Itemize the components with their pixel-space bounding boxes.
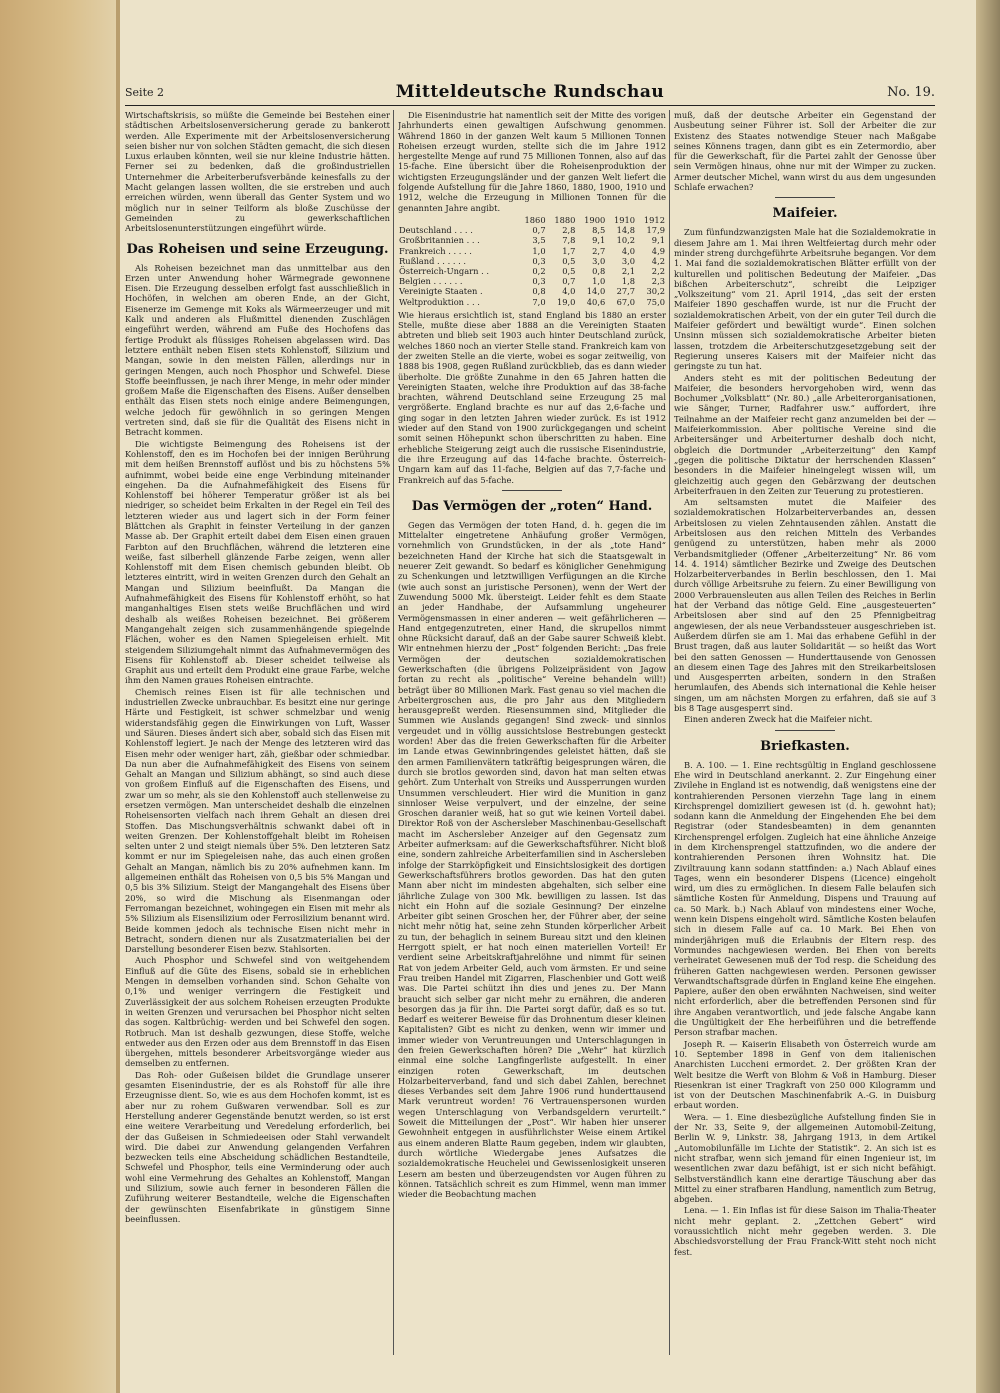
paragraph: Wera. — 1. Eine diesbezügliche Aufstellung finden Sie in der Nr. 33, Seite 9, der allgemeinen Automobil-Zeitung, Berlin W. 9, Linkstr. 38, Jahrgang 1913, in dem Artikel „Automobilunfälle im Lichte der Statistik“. 2. An sich ist es nicht strafbar, wenn sich jemand für einen Ingenieur ist, im wesentlichen zwar dazu befähigt, ist er sich nicht befähigt. Selbstverständlich kann eine derartige Täuschung aber das Mittel zu einer strafbaren Handlung, namentlich zum Betrug, abgeben. bbox=[674, 1111, 936, 1205]
issue-number: No. 19. bbox=[887, 85, 935, 100]
column-divider-2 bbox=[669, 110, 670, 1355]
country-cell: Vereinigte Staaten . bbox=[399, 286, 483, 297]
value-cell: 1,0 bbox=[592, 276, 606, 287]
value-cell: 0,7 bbox=[562, 276, 576, 287]
value-cell: 4,0 bbox=[621, 245, 636, 256]
value-cell: 2,1 bbox=[621, 265, 636, 276]
value-cell: 1,7 bbox=[562, 245, 576, 256]
value-cell: 9,1 bbox=[651, 235, 665, 246]
value-cell: 17,9 bbox=[646, 225, 665, 236]
year-header: 1910 bbox=[613, 214, 636, 225]
table-row bbox=[398, 286, 666, 296]
column-3 bbox=[674, 110, 936, 1360]
table-row bbox=[398, 266, 666, 276]
country-cell: Weltproduktion . . . bbox=[399, 296, 480, 307]
section-divider bbox=[775, 197, 835, 198]
value-cell: 0,3 bbox=[532, 255, 546, 266]
article-heading-maifeier: Maifeier. bbox=[772, 206, 838, 222]
table-row bbox=[398, 276, 666, 286]
value-cell: 7,0 bbox=[532, 296, 546, 307]
page-header bbox=[125, 82, 935, 104]
value-cell: 4,9 bbox=[651, 245, 665, 256]
value-cell: 1,0 bbox=[532, 245, 546, 256]
value-cell: 30,2 bbox=[646, 286, 665, 297]
year-header: 1900 bbox=[584, 214, 606, 225]
year-header: 1880 bbox=[554, 214, 576, 225]
country-cell: Großbritannien . . . bbox=[399, 235, 480, 246]
paragraph: B. A. 100. — 1. Eine rechtsgültig in England geschlossene Ehe wird in Deutschland anerkannt. 2. Zur Eingehung einer Zivilehe in England ist es notwendig, daß wenigstens eine der kontrahierenden Personen vierzehn Tage lang in einem Kirchsprengel domiziliert gewesen ist (d. h. gewohnt hat); sodann kann die Anmeldung der Eingehenden Ehe bei dem Registrar (oder Standesbeamten) in dem genannten Kirchensprengel erfolgen. Zugleich hat eine ähnliche Anzeige in dem Kirchensprengel stattzufinden, wo die andere der kontrahierenden Personen ihren Wohnsitz hat. Die Ziviltrauung kann sodann stattfinden: a.) Nach Ablauf eines Tages, wenn ein besonderer Dispens (Licence) eingeholt wird, um dies zu ermöglichen. In diesem Falle belaufen sich sämtliche Kosten für Anmeldung, Dispens und Trauung auf ca. 50 Mark. b.) Nach Ablauf von mindestens einer Woche, wenn kein Dispens eingeholt wird. Sämtliche Kosten belaufen sich in diesem Falle auf ca. 10 Mark. Bei Ehen von minderjährigen muß die Erlaubnis der Eltern resp. des Vormundes nachgewiesen werden. Bei Ehen von bereits verheiratet Gewesenen muß der Tod resp. die Scheidung des früheren Gatten nachgewiesen werden. Personen gewisser Verwandtschaftsgrade dürfen in England keine Ehe eingehen. Papiere, außer den oben erwähnten Nachweisen, sind weiter nicht erforderlich, aber die betreffenden Personen sind für ihre Angaben verantwortlich, und jede falsche Angabe kann die Ungültigkeit der Ehe herbeiführen und die betreffende Person strafbar machen. bbox=[674, 759, 936, 1038]
value-cell: 10,2 bbox=[616, 235, 636, 246]
masthead-title: Mitteldeutsche Rundschau bbox=[395, 82, 665, 102]
article-heading-vermoegen: Das Vermögen der „roten“ Hand. bbox=[411, 498, 653, 514]
paragraph: Zum fünfundzwanzigsten Male hat die Sozialdemokratie in diesem Jahre am 1. Mai ihren Weltfeiertag durch mehr oder minder streng durchgeführte Arbeitsruhe begangen. Vor dem 1. Mai fand die sozialdemokratischen Blätter erfüllt von der kulturellen und politischen Bedeutung der Maifeier. „Das bißchen Arbeiterschutz“, schreibt die Leipziger „Volkszeitung“ vom 21. April 1914, „das seit der ersten Maifeier 1890 geschaffen wurde, ist nur die Frucht der sozialdemokratischen Arbeit, von der ein guter Teil durch die Maifeier gefördert und bewältigt wurde“. Einen solchen Unsinn müssen sich sozialdemokratische Arbeiter bieten lassen, trotzdem die Arbeiterschutzgesetzgebung seit der Regierung unseres Kaisers mit der Maifeier nicht das geringste zu tun hat. bbox=[674, 227, 936, 372]
paragraph: Lena. — 1. Ein Inflas ist für diese Saison im Thalia-Theater nicht mehr geplant. 2. „Zettchen Gebert“ wird voraussichtlich nicht mehr gegeben werden. 3. Die Abschiedsvorstellung der Frau Franck-Witt steht noch nicht fest. bbox=[674, 1205, 936, 1257]
section-divider bbox=[775, 730, 835, 731]
paragraph: Gegen das Vermögen der toten Hand, d. h. gegen die im Mittelalter eingetretene Anhäufung großer Vermögen, vornehmlich von Grundstücken, in der als „tote Hand“ bezeichneten Hand der Kirche hat sich die Staatsgewalt in neuerer Zeit gewandt. So bedarf es königlicher Genehmigung zu Schenkungen und letztwilligen Verfügungen an die Kirche (wie auch sonst an juristische Personen), wenn der Wert der Zuwendung 5000 Mk. übersteigt. Leider fehlt es dem Staate an jeder Handhabe, der Aufsammlung ungeheurer Vermögensmassen in einer anderen — weit gefährlicheren — Hand entgegenzutreten, einer Hand, die skrupellos nimmt ohne Rücksicht darauf, daß an der Gabe saurer Schweiß klebt. Wir entnehmen hierzu der „Post“ folgenden Bericht: „Das freie Vermögen der deutschen sozialdemokratischen Gewerkschaften (die übrigens Polizeipräsident von Jagow fortan zu recht als „politische“ Vereine behandeln will!) beträgt über 80 Millionen Mark. Fast genau so viel machen die Arbeitergroschen aus, die pro Jahr aus den Mitgliedern herausgepreßt werden. Riesensummen sind, Mitglieder die Summen wie Auslands gegangen! Sind zweck- und sinnlos vergeudet und in völlig aussichtslose Bestrebungen gesteckt worden! Aber das die freien Gewerkschaften für die Arbeiter im Lande etwas Gewinnbringendes geleistet hätten, daß sie den armen Familienvätern tatkräftig beigesprungen wären, die durch sie brotlos geworden sind, davon hat man selten etwas gehört. Zum Unterhalt von Streiks und Aussperrungen wurden Unsummen verschleudert. Hier wird die Munition in ganz sinnloser Weise verpulvert, und der einzelne, der seine Groschen daranier weiß, hat so gut wie keinen Vorteil dabei. Direktor Roß von der Aschersleber Maschinenbau-Gesellschaft macht im Aschersleber Anzeiger auf den Gegensatz zum Arbeiter aufmerksam: auf die Gewerkschaftsführer. Nicht bloß eine, sondern zahlreiche Arbeiterfamilien sind in Aschersleben infolge der Starrköpfigkeit und Einsichtslosigkeit des dortigen Gewerkschaftsführers brotlos geworden. Das hat den guten Mann aber nicht im mindesten abgehalten, sich selber eine jährliche Zulage von 300 Mk. bewilligen zu lassen. Ist das nicht ein Hohn auf die soziale Gesinnung? Der einzelne Arbeiter gibt seinen Groschen her, der Führer aber, der seine nicht mehr nötig hat, seine zehn Stunden körperlicher Arbeit zu tun, der behaglich in seinem Bureau sitzt und den kleinen Herrgott spielt, er hat noch einen materiellen Vorteil! Er verdient seine Arbeitskraftjahrelöhne und nimmt für seinen Rat von jedem Arbeiter Geld, auch vom ärmsten. Er und seine Frau treiben Handel mit Zigarren, Flaschenbier und Gott weiß was. Die Partei schützt ihn dies und jenes zu. Der Mann braucht sich selber gar nicht mehr zu ernähren, die anderen besorgen das ja für ihn. Die Partei sorgt dafür, daß es so tut. Bedarf es weiterer Beweise für das Drohnentum dieser kleinen Kapitalisten? Gibt es nicht zu denken, wenn wir immer und immer wieder von Veruntreuungen und Unterschlagungen in den freien Gewerkschaften hören? Die „Wehr“ hat kürzlich einmal eine solche Langfingerliste aufgestellt. In einer einzigen roten Gewerkschaft, im deutschen Holzarbeiterverband, fand und sich dabei Zahlen, berechnet dieses Verbandes seit dem Jahre 1906 rund hunderttausend Mark veruntreut worden! 76 Vertrauenspersonen wurden wegen Unterschlagung von Verbandsgeldern verurteilt.“ Soweit die Mitteilungen der „Post“. Wir haben hier unserer Gewohnheit entgegen in ausführlichster Weise einem Artikel aus einem anderen Blatte Raum gegeben, indem wir glaubten, durch wörtliche Wiedergabe jenes Aufsatzes die sozialdemokratische Heuchelei und Gewissenlosigkeit unseren Lesern am besten und überzeugendsten vor Augen führen zu können. Tatsächlich schreit es zum Himmel, wenn man immer wieder die Beobachtung machen bbox=[398, 519, 666, 1200]
production-table bbox=[398, 215, 666, 307]
value-cell: 4,2 bbox=[651, 255, 665, 266]
table-row bbox=[398, 235, 666, 245]
column-1 bbox=[125, 110, 390, 1360]
value-cell: 0,3 bbox=[532, 276, 546, 287]
value-cell: 3,5 bbox=[532, 235, 546, 246]
paragraph: Am seltsamsten mutet die Maifeier des sozialdemokratischen Holzarbeiterverbandes an, dessen Arbeitslosen zu vielen Zehntausenden zählen. Anstatt die Arbeitslosen aus den reichen Mitteln des Verbandes genügend zu unterstützen, haben mehr als 2000 Verbandsmitglieder (Offener „Arbeiterzeitung“ Nr. 86 vom 14. 4. 1914) sämtlicher Bezirke und Zweige des Deutschen Holzarbeiterverbandes in Berlin beschlossen, den 1. Mai durch völlige Arbeitsruhe zu feiern. Zu einer Bewilligung von 2000 Verbrauensleuten aus allen Teilen des Reiches in Berlin hat der Verband das nötige Geld. Eine „ausgesteuerten“ Arbeitslosen aber sind auf den 25 Pfennigbeitrag angewiesen, der als neue Verbandssteuer ausgeschrieben ist. Außerdem dürfen sie am 1. Mai das erhabene Gefühl in der Brust tragen, daß aus lauter Solidarität — so heißt das Wort bei den satten Genossen — Hunderttausende von Genossen an diesem einen Tage des Jahres mit den Streikarbeitslosen und Ausgesperrten arbeiten, sondern in den Straßen herumlaufen, des Abends sich international die Kehle heiser singen, um am nächsten Morgen zu erfahren, daß sie auf 3 bis 8 Tage ausgesperrt sind. bbox=[674, 497, 936, 714]
value-cell: 14,0 bbox=[586, 286, 606, 297]
value-cell: 0,7 bbox=[532, 225, 546, 236]
country-cell: Deutschland . . . . bbox=[399, 225, 473, 236]
paragraph: Die wichtigste Beimengung des Roheisens ist der Kohlenstoff, den es im Hochofen bei der innigen Berührung mit dem heißen Brennstoff auflöst und bis zu höchstens 5% aufnimmt, wobei beide eine enge Verbindung miteinander eingehen. Da die Aufnahmefähigkeit des Eisens für Kohlenstoff bei höherer Temperatur größer ist als bei niedriger, so scheidet beim Erkalten in der Regel ein Teil des letzteren wieder aus und lagert sich in der Form feiner Blättchen als Graphit in feinster Verteilung in der ganzen Masse ab. Der Graphit erteilt dabei dem Eisen einen grauen Farbton auf den Bruchflächen, während die letzteren eine weiße, fast silberhell glänzende Farbe zeigen, wenn aller Kohlenstoff mit dem Eisen chemisch gebunden bleibt. Ob letzteres eintritt, wird in weiten Grenzen durch den Gehalt an Mangan und Silizium beeinflußt. Da Mangan die Aufnahmefähigkeit des Eisens für Kohlenstoff erhöht, so hat manganhaltiges Eisen stets weiße Bruchflächen und wird deshalb als weißes Roheisen bezeichnet. Bei größerem Mangangehalt zeigen sich zusammenhängende spiegelnde Flächen, woher es den Namen Spiegeleisen erhielt. Mit steigendem Siliziumgehalt nimmt das Aufnahmevermögen des Eisens für Kohlenstoff ab. Dieser scheidet teilweise als Graphit aus und erteilt dem Produkt eine graue Farbe, welche ihm den Namen graues Roheisen eintrachte. bbox=[125, 438, 390, 686]
table-row bbox=[398, 225, 666, 235]
paragraph: Anders steht es mit der politischen Bedeutung der Maifeier, die besonders hervorgehoben wird, wenn das Bochumer „Volksblatt“ (Nr. 80.) „alle Arbeiterorganisationen, wie Sänger, Turner, Radfahrer usw.“ auffordert, ihre Teilnahme an der Maifeier recht ganz anzumelden bei der — Maifeierkommission. Aber politische Vereine sind die Arbeitersänger und Arbeiterturner deshalb doch nicht, obgleich die Dortmunder „Arbeiterzeitung“ den Kampf „gegen die politische Diktatur der herrschenden Klassen“ besonders in die Maifeier hineingelegt wissen will, um gleichzeitig auch gegen den Gebärzwang der deutschen Arbeiterfrauen in den Zeiten zur Teuerung zu protestieren. bbox=[674, 372, 936, 496]
column-2 bbox=[398, 110, 666, 1360]
value-cell: 8,5 bbox=[592, 225, 606, 236]
country-cell: Rußland . . . . . . bbox=[399, 255, 467, 266]
article-continuation: Wirtschaftskrisis, so müßte die Gemeinde bei Bestehen einer städtischen Arbeitslosenversicherung gerade zu bankerott werden. Alle Experimente mit der Arbeitslosenversicherung seien bisher nur von solchen Städten gemacht, die sich diesen Luxus erlauben könnten, weil sie nur kleine Industrie hätten. Ferner sei zu bedenken, daß die großindustriellen Unternehmer die Arbeiterberufsverbände keinesfalls zu der Macht gelangen lassen wollten, die sie erstreben und auch erreichen würden, wenn überall das Genter System und wo möglich nur in seiner Teilform als bloße Zuschüsse der Gemeinden zu gewerkschaftlichen Arbeitslosenunterstützungen eingeführt würde. bbox=[125, 110, 390, 234]
country-cell: Österreich-Ungarn . . bbox=[399, 265, 490, 276]
table-header-row bbox=[398, 215, 666, 225]
value-cell: 14,8 bbox=[616, 225, 636, 236]
value-cell: 19,0 bbox=[556, 296, 576, 307]
table-corner bbox=[398, 215, 517, 225]
value-cell: 4,0 bbox=[562, 286, 576, 297]
value-cell: 0,8 bbox=[592, 265, 606, 276]
table-row bbox=[398, 256, 666, 266]
value-cell: 67,0 bbox=[616, 296, 636, 307]
value-cell: 7,8 bbox=[562, 235, 576, 246]
table-row bbox=[398, 246, 666, 256]
paragraph: Auch Phosphor und Schwefel sind von weitgehendem Einfluß auf die Güte des Eisens, sobald sie in erheblichen Mengen in demselben vorhanden sind. Schon Gehalte von 0,1% und weniger verringern die Festigkeit und Zuverlässigkeit der aus solchem Roheisen erzeugten Produkte in weiten Grenzen und verursachen bei Phosphor nicht selten das sogen. Kaltbrüchig- werden und bei Schwefel den sogen. Rotbruch. Man ist deshalb gezwungen, diese Stoffe, welche entweder aus den Erzen oder aus dem Brennstoff in das Eisen übergehen, mittels besonderer Arbeitsvorgänge wieder aus demselben zu entfernen. bbox=[125, 955, 390, 1069]
value-cell: 1,8 bbox=[621, 276, 636, 287]
value-cell: 0,5 bbox=[562, 265, 576, 276]
page-number: Seite 2 bbox=[125, 86, 164, 99]
binding-shadow bbox=[0, 0, 118, 1393]
value-cell: 9,1 bbox=[592, 235, 606, 246]
value-cell: 2,2 bbox=[651, 265, 665, 276]
value-cell: 3,0 bbox=[592, 255, 606, 266]
page-right-edge bbox=[976, 0, 1000, 1393]
article-heading-briefkasten: Briefkasten. bbox=[760, 738, 850, 754]
value-cell: 2,3 bbox=[651, 276, 665, 287]
paragraph: Chemisch reines Eisen ist für alle technischen und industriellen Zwecke unbrauchbar. Es besitzt eine nur geringe Härte und Festigkeit, ist schwer schmelzbar und wenig widerstandsfähig gegen die Einwirkungen von Luft, Wasser und Säuren. Dieses ändert sich aber, sobald sich das Eisen mit Kohlenstoff legiert. Je nach der Menge des letzteren wird das Eisen mehr oder weniger hart, zäh, gießbar oder schmiedbar. Da nun aber die Aufnahmefähigkeit des Eisens von seinem Gehalt an Mangan und Silizium abhängt, so sind auch diese von großem Einfluß auf die Eigenschaften des Eisens, und zwar um so mehr, als sie den Kohlenstoff auch stellenweise zu ersetzen vermögen. Man unterscheidet deshalb die einzelnen Roheisensorten vielfach nach ihrem Gehalt an diesen drei Stoffen. Das Mischungsverhältnis schwankt dabei oft in weiten Grenzen. Der Kohlenstoffgehalt bleibt im Roheisen selten unter 2 und steigt niemals über 5%. Den letzteren Satz kommt er nur im Spiegeleisen nahe, das auch einen großen Gehalt an Mangan, nämlich bis zu 20% aufnehmen kann. Im allgemeinen enthält das Roheisen von 0,5 bis 5% Mangan und 0,5 bis 3% Silizium. Steigt der Mangangehalt des Eisens über 20%, so wird die Mischung als Eisenmangan oder Ferromangan bezeichnet, wohingegen ein Eisen mit mehr als 5% Silizium als Eisensilizium oder Ferrosilizium benannt wird. Beide kommen jedoch als technische Eisen nicht mehr in Betracht, sondern dienen nur als Zusatzmaterialien bei der Darstellung besonderer Eisen bezw. Stahlsorten. bbox=[125, 686, 390, 955]
value-cell: 3,0 bbox=[621, 255, 636, 266]
paragraph: Wie hieraus ersichtlich ist, stand England bis 1880 an erster Stelle, mußte diese aber 1888 an die Vereinigten Staaten abtreten und blieb seit 1903 auch hinter Deutschland zurück, welches 1860 noch an vierter Stelle stand. Frankreich kam von der zweiten Stelle an die vierte, wobei es sogar zeitweilig, von 1888 bis 1908, gegen Rußland zurückblieb, das es dann wieder überholte. Die größte Zunahme in den 65 Jahren hatten die Vereinigten Staaten, welche ihre Produktion auf das 38-fache brachten, während Deutschland seine Erzeugung 25 mal vergrößerte. England brachte es nur auf das 2,6-fache und ging sogar in den letzten Jahren wieder zurück. Es ist 1912 wieder auf den Stand von 1900 zurückgegangen und scheint somit seinen Höhepunkt schon überschritten zu haben. Eine erhebliche Steigerung zeigt auch die russische Eisenindustrie, die ihre Erzeugung auf das 14-fache brachte. Österreich-Ungarn kam auf das 11-fache, Belgien auf das 7,7-fache und Frankreich auf das 5-fache. bbox=[398, 309, 666, 485]
column-divider-1 bbox=[393, 110, 394, 1355]
header-rule bbox=[125, 105, 935, 106]
value-cell: 2,8 bbox=[562, 225, 576, 236]
country-cell: Frankreich . . . . . bbox=[399, 245, 472, 256]
value-cell: 2,7 bbox=[592, 245, 606, 256]
table-row bbox=[398, 297, 666, 307]
paragraph: Einen anderen Zweck hat die Maifeier nicht. bbox=[684, 714, 873, 725]
value-cell: 0,5 bbox=[562, 255, 576, 266]
year-header: 1912 bbox=[643, 214, 665, 225]
value-cell: 40,6 bbox=[586, 296, 606, 307]
year-header: 1860 bbox=[524, 214, 546, 225]
paragraph: Joseph R. — Kaiserin Elisabeth von Österreich wurde am 10. September 1898 in Genf von dem italienischen Anarchisten Luccheni ermordet. 2. Der größten Kran der Welt besitze die Werft von Blohm & Voß in Hamburg. Dieser Riesenkran ist einer Tragkraft von 250 000 Kilogramm und ist von der Deutschen Maschinenfabrik A.-G. in Duisburg erbaut worden. bbox=[674, 1038, 936, 1111]
value-cell: 0,8 bbox=[532, 286, 546, 297]
paragraph: Die Eisenindustrie hat namentlich seit der Mitte des vorigen Jahrhunderts einen gewaltigen Aufschwung genommen. Während 1860 in der ganzen Welt kaum 5 Millionen Tonnen Roheisen erzeugt wurden, stellte sich die im Jahre 1912 hergestellte Menge auf rund 75 Millionen Tonnen, also auf das 15-fache. Eine übersicht über die Roheisenproduktion der wichtigsten Erzeugungsländer und der ganzen Welt liefert die folgende Aufstellung für die Jahre 1860, 1880, 1900, 1910 und 1912, welche die Erzeugung in Millionen Tonnen für die genannten Jahre angibt. bbox=[398, 110, 666, 213]
article-continuation: muß, daß der deutsche Arbeiter ein Gegenstand der Ausbeutung seiner Führer ist. Soll der Arbeiter die zur Existenz des Staates notwendige Steuer nach Maßgabe seines Könnens tragen, dann gibt es ein Zetermordio, aber für die Gewerkschaft, für die Partei zahlt der Genosse über sein Vermögen hinaus, ohne nur mit der Wimper zu zucken. Armer deutscher Michel, wann wirst du aus dem ungesunden Schlafe erwachen? bbox=[674, 110, 936, 193]
paragraph: Das Roh- oder Gußeisen bildet die Grundlage unserer gesamten Eisenindustrie, der es als Rohstoff für alle ihre Erzeugnisse dient. So, wie es aus dem Hochofen kommt, ist es aber nur zu rohem Gußwaren verwendbar. Soll es zur Herstellung anderer Gegenstände benutzt werden, so ist erst eine weitere Verarbeitung und Veredelung erforderlich, bei der das Gußeisen in Schmiedeeisen oder Stahl verwandelt wird. Die dabei zur Anwendung gelangenden Verfahren bezwecken teils eine Abscheidung schädlichen Bestandteile, Schwefel und Phosphor, teils eine Verminderung oder auch wohl eine Vermehrung des Gehaltes an Kohlenstoff, Mangan und Silizium, sowie auch ferner in besonderen Fällen die Zuführung weiterer Bestandteile, welche die Eigenschaften der gewünschten Eisenfabrikate in günstigem Sinne beeinflussen. bbox=[125, 1069, 390, 1224]
value-cell: 0,2 bbox=[532, 265, 546, 276]
value-cell: 75,0 bbox=[646, 296, 665, 307]
country-cell: Belgien . . . . . . bbox=[399, 276, 463, 287]
section-divider bbox=[502, 490, 562, 491]
article-heading-roheisen: Das Roheisen und seine Erzeugung. bbox=[126, 241, 389, 257]
paragraph: Als Roheisen bezeichnet man das unmittelbar aus den Erzen unter Anwendung hoher Wärmegrade gewonnene Eisen. Die Erzeugung desselben erfolgt fast ausschließlich in Hochöfen, in welchen am oberen Ende, an der Gicht, Eisenerze im Gemenge mit Koks als Wärmeerzeuger und mit Kalk und anderen als Flußmittel dienenden Zuschlägen eingeführt werden, während am Fuße des Hochofens das fertige Produkt als flüssiges Roheisen abgelassen wird. Das letztere enthält neben Eisen stets Kohlenstoff, Silizium und Mangan, sowie in den meisten Fällen, allerdings nur in geringen Mengen, auch noch Phosphor und Schwefel. Diese Stoffe beeinflussen, je nach ihrer Menge, in mehr oder minder großem Maße die Eigenschaften des Eisens. Außer denselben enthält das Eisen stets noch einige andere Beimengungen, welche jedoch für gewöhnlich in so geringen Mengen vertreten sind, daß sie für die Qualität des Eisens nicht in Betracht kommen. bbox=[125, 262, 390, 438]
value-cell: 27,7 bbox=[616, 286, 636, 297]
